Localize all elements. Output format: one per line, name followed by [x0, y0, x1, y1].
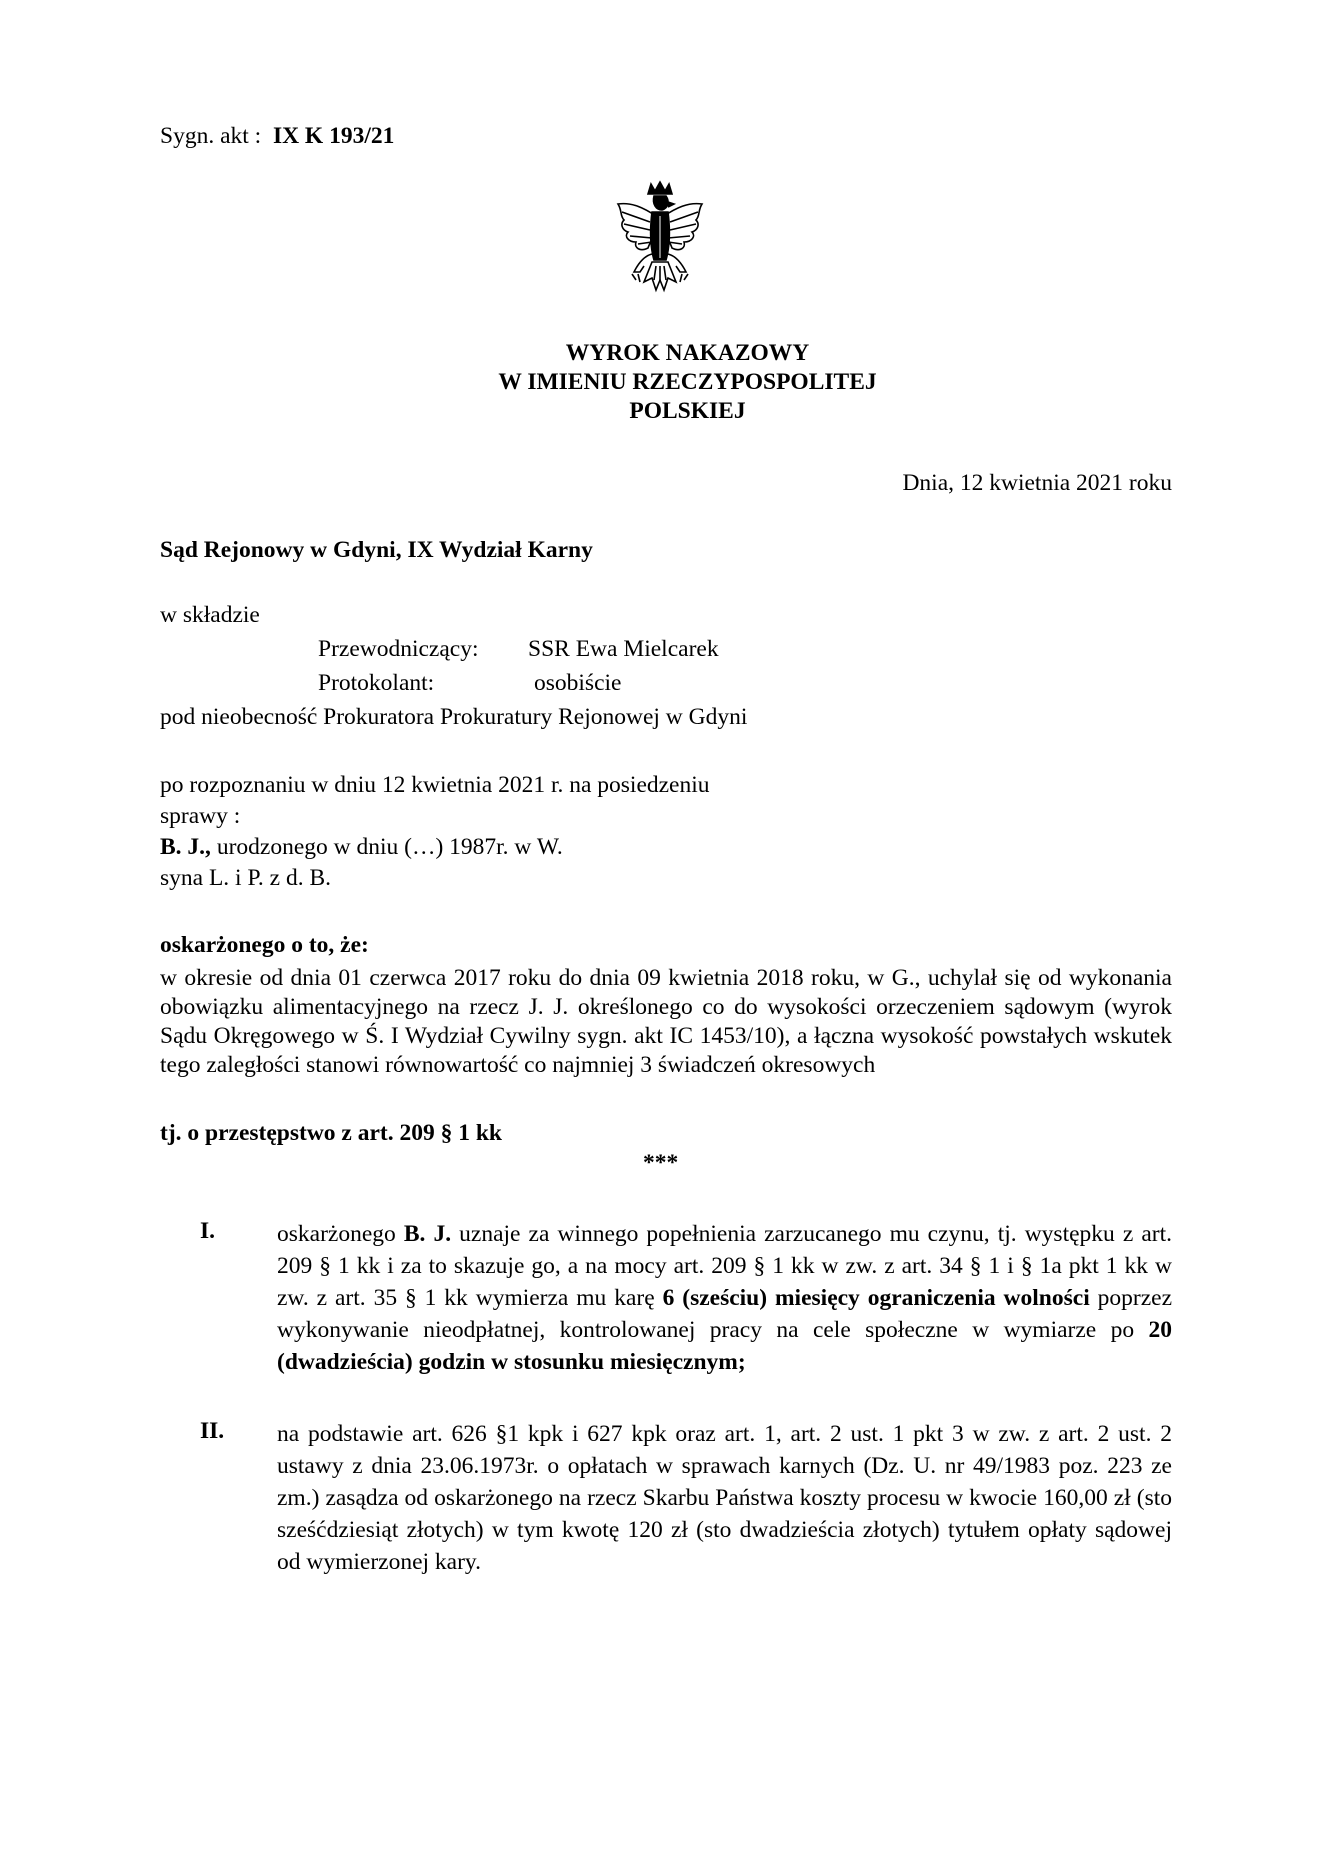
ruling-item	[160, 1218, 1172, 1378]
defendant-parents: syna L. i P. z d. B.	[160, 865, 332, 891]
charge-text: w okresie od dnia 01 czerwca 2017 roku do dnia 09 kwietnia 2018 roku, w G., uchylał się od wykonania obowiązku alimentacyjnego na rzecz J. J. określonego co do wysokości orzeczeniem sądowym (wyrok Sądu Okręgowego w Ś. I Wydział Cywilny sygn. akt IC 1453/10), a łączna wysokość powstałych wskutek tego zaległości stanowi równowartość co najmniej 3 świadczeń okresowych	[160, 965, 1172, 1078]
court-name: Sąd Rejonowy w Gdyni, IX Wydział Karny	[160, 537, 593, 563]
defendant-line	[160, 832, 710, 863]
ruling-item	[160, 1418, 1172, 1578]
charge-qualification: tj. o przestępstwo z art. 209 § 1 kk	[160, 1120, 503, 1146]
prosecutor-absence: pod nieobecność Prokuratora Prokuratury Rejonowej w Gdyni	[160, 704, 748, 730]
hearing-block	[160, 770, 710, 894]
case-label: sprawy :	[160, 803, 241, 829]
charge-heading: oskarżonego o to, że:	[160, 932, 369, 958]
chair-label: Przewodniczący:	[318, 636, 479, 662]
ruling-defendant-name: B. J.	[403, 1221, 452, 1247]
title-line-1: WYROK NAKAZOWY	[565, 340, 810, 366]
clerk-label: Protokolant:	[318, 670, 435, 696]
clerk-value: osobiście	[534, 670, 622, 696]
case-signature-number: IX K 193/21	[272, 123, 395, 149]
defendant-name: B. J.,	[160, 834, 211, 860]
ruling-text: na podstawie art. 626 §1 kpk i 627 kpk oraz art. 1, art. 2 ust. 1 pkt 3 w zw. z art. 2 ust. 2 ustawy z dnia 23.06.1973r. o opłatach w sprawach karnych (Dz. U. nr 49/1983 poz. 223 ze zm.) zasądza od oskarżonego na rzecz Skarbu Państwa koszty procesu w kwocie 160,00 zł (sto sześćdziesiąt złotych) w tym kwotę 120 zł (sto dwadzieścia złotych) tytułem opłaty sądowej od wymierzonej kary.	[277, 1421, 1172, 1575]
ruling-text	[277, 1218, 1172, 1378]
ruling-text-part: poprzez wykonywanie nieodpłatnej, kontrolowanej pracy na cele społeczne w wymiarze po	[277, 1285, 1173, 1343]
title-line-2: W IMIENIU RZECZYPOSPOLITEJ	[498, 369, 877, 395]
ruling-number: II.	[200, 1418, 225, 1444]
hearing-line: po rozpoznaniu w dniu 12 kwietnia 2021 r. na posiedzeniu	[160, 772, 710, 798]
polish-eagle-emblem	[610, 180, 710, 310]
ruling-penalty: 6 (sześciu) miesięcy ograniczenia wolności	[662, 1285, 1090, 1311]
case-signature	[160, 123, 394, 150]
ruling-hours: 20 (dwadzieścia) godzin w stosunku miesięcznym;	[277, 1317, 1172, 1375]
defendant-birth: urodzonego w dniu (…) 1987r. w W.	[210, 834, 563, 860]
ruling-text-part: uznaje za winnego popełnienia zarzucanego mu czynu, tj. występku z art. 209 § 1 kk i za to skazuje go, a na mocy art. 209 § 1 kk w zw. z art. 34 § 1 i § 1a pkt 1 kk w zw. z art. 35 § 1 kk wymierza mu karę	[277, 1221, 1173, 1311]
case-signature-label: Sygn. akt :	[160, 123, 262, 149]
ruling-number: I.	[200, 1218, 216, 1244]
judgment-date: Dnia, 12 kwietnia 2021 roku	[902, 470, 1172, 496]
ruling-text-part: oskarżonego	[277, 1221, 404, 1247]
chair-value: SSR Ewa Mielcarek	[528, 636, 719, 662]
section-separator: ***	[643, 1150, 679, 1176]
judgment-title	[0, 339, 1323, 426]
title-line-3: POLSKIEJ	[629, 398, 746, 424]
composition-intro: w składzie	[160, 602, 260, 628]
